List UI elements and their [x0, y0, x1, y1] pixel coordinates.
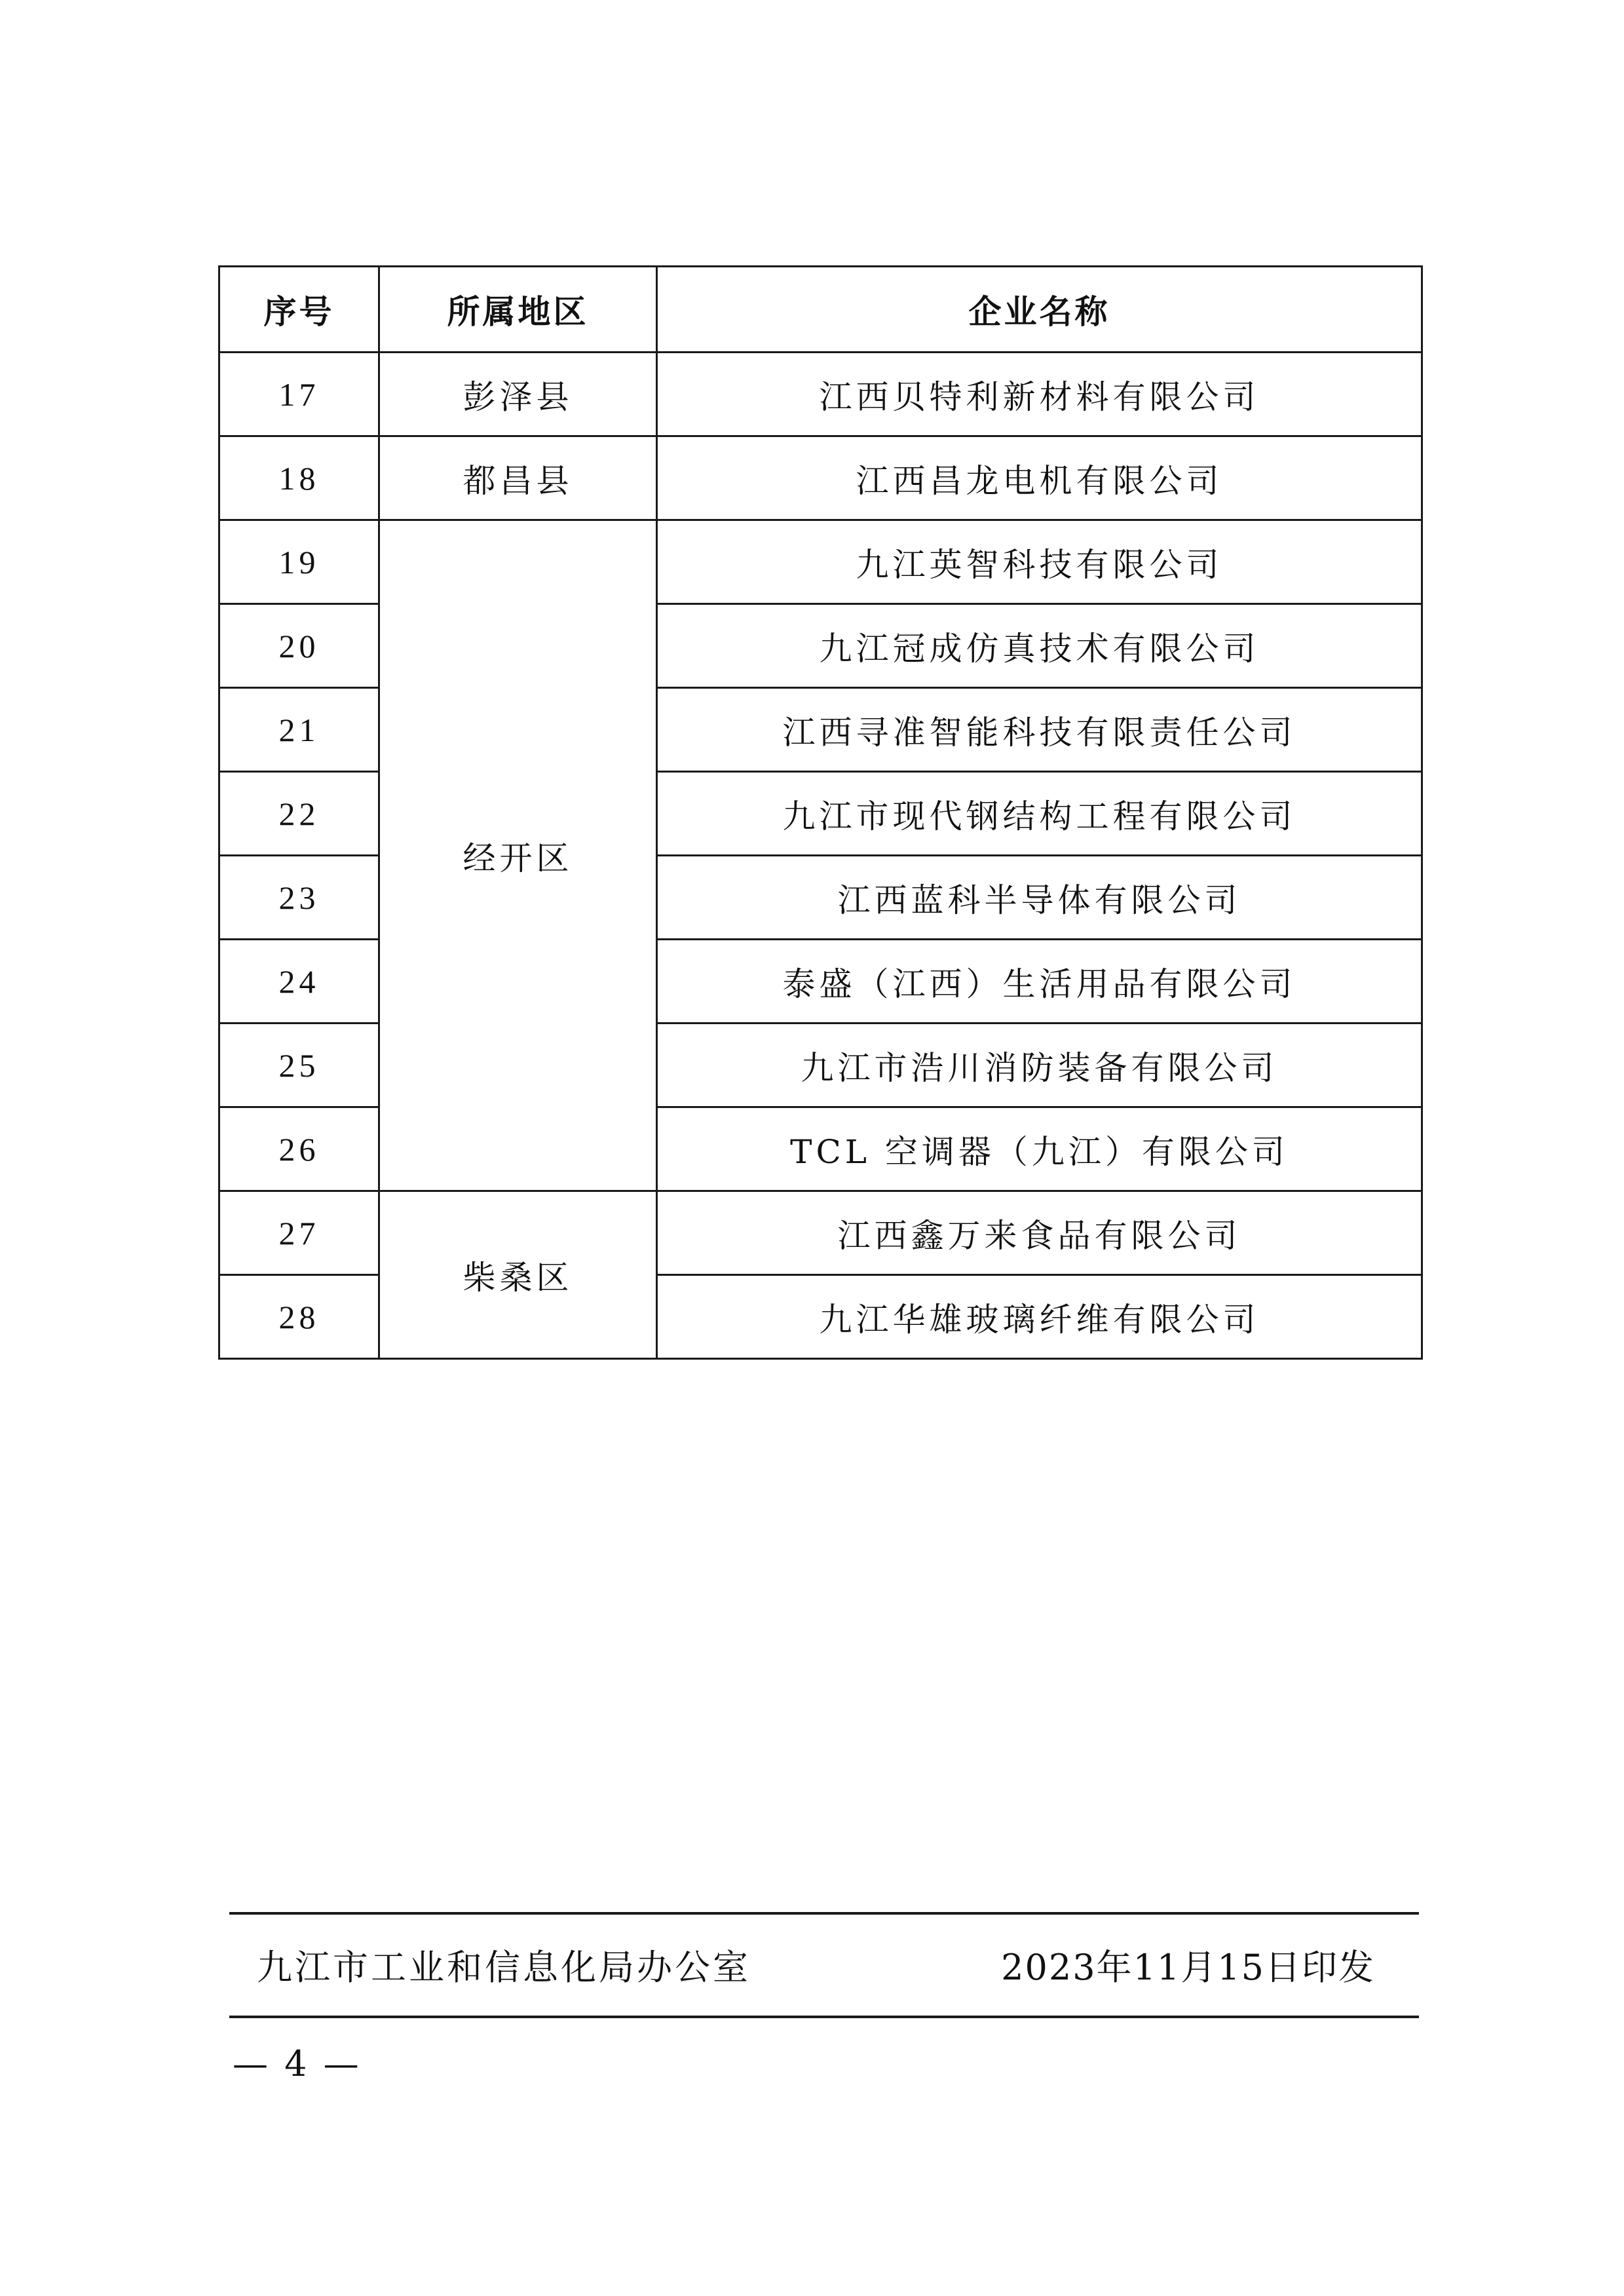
- cell-company-name: 九江华雄玻璃纤维有限公司: [657, 1275, 1422, 1359]
- table-row: [219, 1191, 1422, 1275]
- cell-region-merged: 柴桑区: [379, 1191, 657, 1359]
- footer-issuer: 九江市工业和信息化局办公室: [257, 1947, 751, 1988]
- cell-company-name: TCL 空调器（九江）有限公司: [657, 1107, 1422, 1191]
- cell-no: 26: [219, 1107, 379, 1191]
- company-table: [218, 265, 1423, 1360]
- cell-no: 25: [219, 1024, 379, 1107]
- table-row: [219, 353, 1422, 436]
- cell-company-name: 九江英智科技有限公司: [657, 520, 1422, 604]
- header-name: 企业名称: [657, 267, 1422, 353]
- cell-no: 27: [219, 1191, 379, 1275]
- cell-company-name: 九江市浩川消防装备有限公司: [657, 1024, 1422, 1107]
- cell-region-merged: 经开区: [379, 520, 657, 1191]
- footer-divider-top: [229, 1912, 1419, 1915]
- cell-no: 18: [219, 436, 379, 520]
- table-row: [219, 520, 1422, 604]
- cell-no: 17: [219, 353, 379, 436]
- table-row: [219, 436, 1422, 520]
- cell-company-name: 泰盛（江西）生活用品有限公司: [657, 940, 1422, 1024]
- cell-no: 28: [219, 1275, 379, 1359]
- cell-no: 24: [219, 940, 379, 1024]
- header-region: 所属地区: [379, 267, 657, 353]
- cell-company-name: 江西昌龙电机有限公司: [657, 436, 1422, 520]
- cell-company-name: 江西贝特利新材料有限公司: [657, 353, 1422, 436]
- cell-company-name: 九江冠成仿真技术有限公司: [657, 604, 1422, 688]
- cell-region: 彭泽县: [379, 353, 657, 436]
- cell-company-name: 江西蓝科半导体有限公司: [657, 856, 1422, 940]
- footer-issue-date: 2023年11月15日印发: [1001, 1947, 1375, 1988]
- cell-company-name: 九江市现代钢结构工程有限公司: [657, 772, 1422, 856]
- table-header-row: [219, 267, 1422, 353]
- cell-company-name: 江西寻准智能科技有限责任公司: [657, 688, 1422, 772]
- cell-no: 19: [219, 520, 379, 604]
- cell-no: 22: [219, 772, 379, 856]
- cell-region: 都昌县: [379, 436, 657, 520]
- cell-company-name: 江西鑫万来食品有限公司: [657, 1191, 1422, 1275]
- cell-no: 23: [219, 856, 379, 940]
- cell-no: 21: [219, 688, 379, 772]
- company-table-container: [218, 265, 1421, 1360]
- cell-no: 20: [219, 604, 379, 688]
- page-number: — 4 —: [233, 2043, 362, 2084]
- footer-divider-bottom: [229, 2016, 1419, 2018]
- header-no: 序号: [219, 267, 379, 353]
